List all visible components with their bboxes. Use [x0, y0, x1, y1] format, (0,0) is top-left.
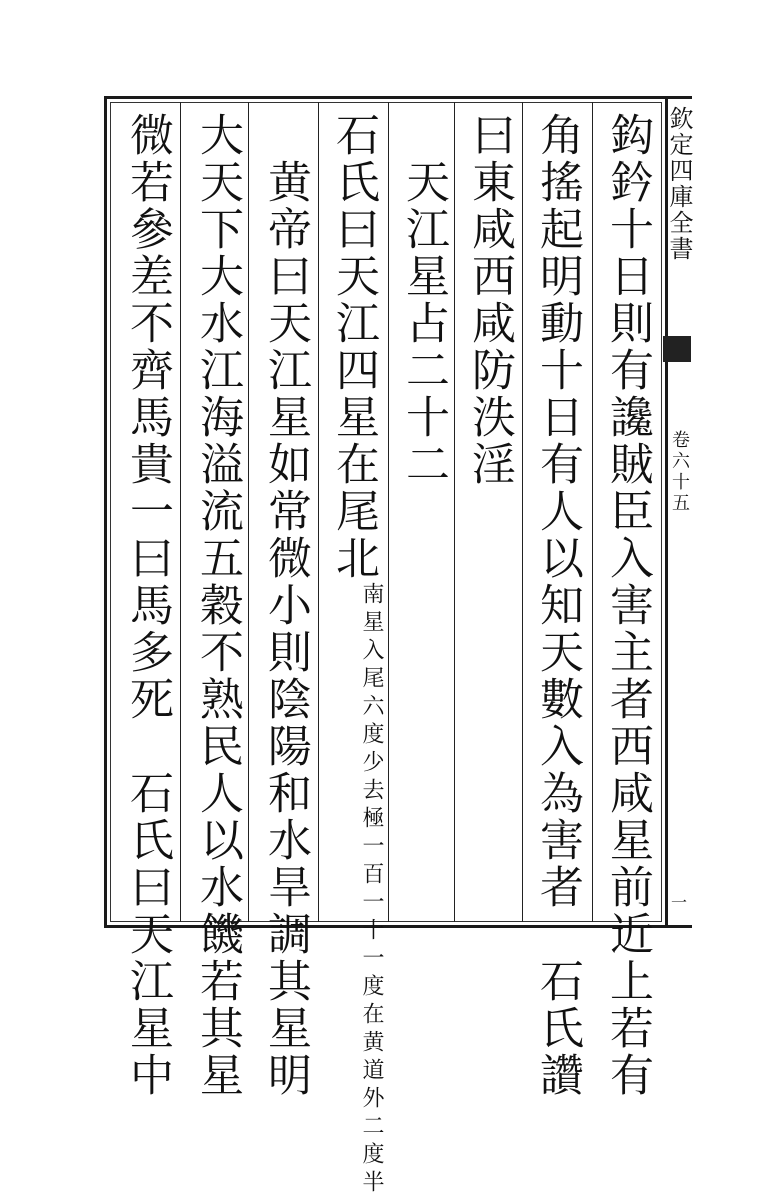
- fish-tail-mark: [663, 336, 691, 362]
- column-rule: [454, 102, 455, 922]
- text-column-5-main: 石氏曰天江四星在尾北: [328, 112, 379, 582]
- column-rule: [180, 102, 181, 922]
- commentary-note: [324, 582, 382, 1198]
- book-title: 欽定四庫全書: [665, 106, 693, 262]
- text-column-2: 角搖起明動十日有人以知天數入為害者 石氏讚: [532, 112, 583, 1099]
- text-column-7: 大天下大水江海溢流五穀不熟民人以水饑若其星: [192, 112, 243, 1099]
- column-rule: [318, 102, 319, 922]
- column-rule: [388, 102, 389, 922]
- page-number: 一: [670, 893, 687, 912]
- text-column-6: 黄帝曰天江星如常微小則陰陽和水旱調其星明: [260, 112, 311, 1099]
- column-rule: [248, 102, 249, 922]
- text-column-8: 微若參差不齊馬貴一曰馬多死 石氏曰天江星中: [122, 112, 173, 1099]
- commentary-note-right: 南星入尾六度少去極一百: [359, 582, 384, 890]
- text-column-1: 鈎鈐十日則有讒賊臣入害主者西咸星前近上若有: [602, 112, 653, 1099]
- text-column-5: [324, 112, 384, 1198]
- column-rule: [592, 102, 593, 922]
- commentary-note-left: 一十一度在黄道外二度半: [359, 890, 384, 1198]
- column-rule: [522, 102, 523, 922]
- volume-number: 卷六十五: [669, 430, 690, 514]
- text-column-3: 曰東咸西咸防泆淫: [464, 112, 515, 488]
- section-heading: 天江星占二十二: [398, 112, 449, 488]
